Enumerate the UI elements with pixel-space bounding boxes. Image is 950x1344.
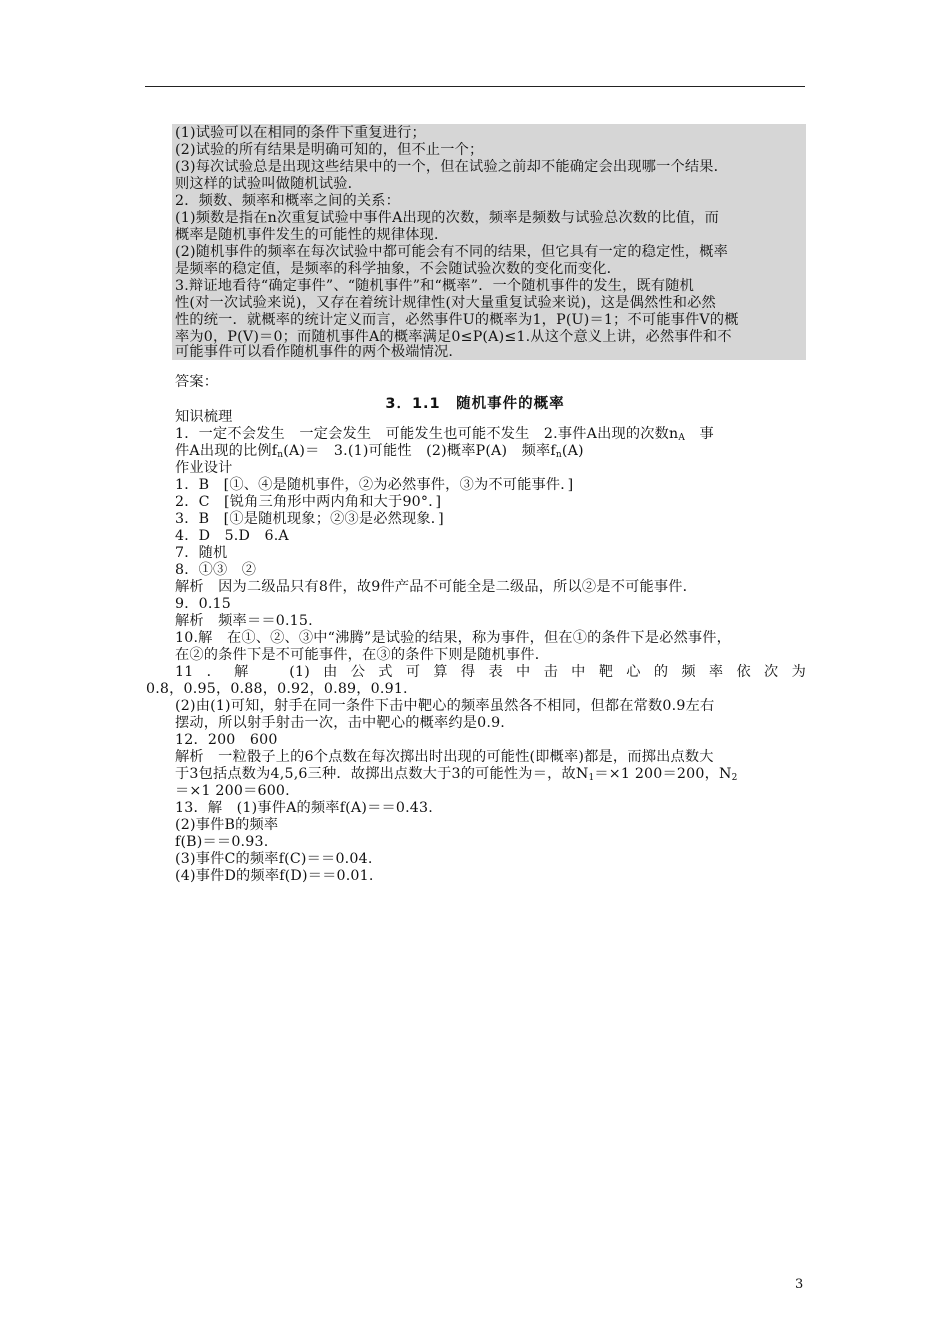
answer-line: 解析 一粒骰子上的6个点数在每次掷出时出现的可能性(即概率)都是，而掷出点数大: [175, 749, 714, 765]
answer-line: 9．0.15: [175, 596, 232, 612]
answer-line: 在②的条件下是不可能事件，在③的条件下则是随机事件．: [175, 647, 550, 663]
boxed-line: 3.辩证地看待“确定事件”、“随机事件”和“概率”．一个随机事件的发生，既有随机: [175, 278, 695, 294]
boxed-line: 概率是随机事件发生的可能性的规律体现．: [175, 227, 449, 243]
answer-line: 3．B [①是随机现象；②③是必然现象．]: [175, 511, 444, 527]
boxed-line: 2．频数、频率和概率之间的关系：: [175, 193, 401, 209]
answer-line: (4)事件D的频率f(D)＝＝0.01.: [175, 868, 374, 884]
answer-line: (2)事件B的频率: [175, 817, 279, 833]
answer-line: 1．B [①、④是随机事件，②为必然事件，③为不可能事件．]: [175, 477, 574, 493]
answer-line: 12．200 600: [175, 732, 278, 748]
boxed-line: 可能事件可以看作随机事件的两个极端情况.: [175, 344, 454, 360]
answer-line: ＝×1 200＝600.: [175, 783, 290, 799]
boxed-line: 性(对一次试验来说)，又存在着统计规律性(对大量重复试验来说)，这是偶然性和必然: [175, 295, 716, 311]
answer-line: 0.8，0.95，0.88，0.92，0.89，0.91.: [146, 681, 408, 697]
answer-line: 13．解 (1)事件A的频率f(A)＝＝0.43.: [175, 800, 433, 816]
answer-line: 解析 频率＝＝0.15.: [175, 613, 313, 629]
boxed-line: 是频率的稳定值，是频率的科学抽象，不会随试验次数的变化而变化．: [175, 261, 622, 277]
answer-line: 8．①③ ②: [175, 562, 257, 578]
answers-label: 答案：: [175, 374, 219, 390]
boxed-line: 率为0，P(V)＝0；而随机事件A的概率满足0≤P(A)≤1.从这个意义上讲，必然事件和不: [175, 329, 732, 345]
page-number: 3: [795, 1277, 804, 1292]
boxed-line: (2)随机事件的频率在每次试验中都可能会有不同的结果，但它具有一定的稳定性，概率: [175, 244, 729, 260]
homework-heading: 作业设计: [175, 460, 233, 476]
answer-line: 摆动，所以射手射击一次，击中靶心的概率约是0.9.: [175, 715, 506, 731]
section-title: 3．1.1 随机事件的概率: [385, 396, 565, 412]
answer-line: 于3包括点数为4,5,6三种．故掷出点数大于3的可能性为＝，故$N_1=\times 1$ 200＝200，$N_2$: [175, 766, 738, 783]
answer-line: (3)事件C的频率f(C)＝＝0.04.: [175, 851, 373, 867]
boxed-line: (2)试验的所有结果是明确可知的，但不止一个；: [175, 142, 484, 158]
boxed-line: 则这样的试验叫做随机试验．: [175, 176, 363, 192]
answer-line: 11．解 (1)由公式可算得表中击中靶心的频率依次为: [175, 664, 806, 680]
knowledge-line: 1．一定不会发生 一定会发生 可能发生也可能不发生 2.事件A出现的次数$n_A$ 事: [175, 426, 714, 443]
answer-line: (2)由(1)可知，射手在同一条件下击中靶心的频率虽然各不相同，但都在常数0.9左右: [175, 698, 715, 714]
boxed-line: (1)频数是指在n次重复试验中事件A出现的次数，频率是频数与试验总次数的比值，而: [175, 210, 720, 226]
knowledge-heading: 知识梳理: [175, 409, 233, 425]
answer-line: 2．C [锐角三角形中两内角和大于90°．]: [175, 494, 442, 510]
answer-line: 4．D 5.D 6.A: [175, 528, 289, 544]
answer-line: f(B)＝＝0.93.: [175, 834, 269, 850]
boxed-line: (1)试验可以在相同的条件下重复进行；: [175, 125, 426, 141]
boxed-line: 性的统一．就概率的统计定义而言，必然事件U的概率为1，P(U)＝1；不可能事件V的概: [175, 312, 739, 328]
boxed-line: (3)每次试验总是出现这些结果中的一个，但在试验之前却不能确定会出现哪一个结果．: [175, 159, 729, 175]
answer-line: 10.解 在①、②、③中“沸腾”是试验的结果，称为事件，但在①的条件下是必然事件，: [175, 630, 732, 646]
header-rule: [145, 86, 805, 87]
answer-line: 7．随机: [175, 545, 228, 561]
knowledge-line: 件A出现的比例$f_n(A)=$ 3.(1)可能性 (2)概率P(A) 频率$f_n(A)$: [175, 443, 584, 460]
answer-line: 解析 因为二级品只有8件，故9件产品不可能全是二级品，所以②是不可能事件．: [175, 579, 698, 595]
